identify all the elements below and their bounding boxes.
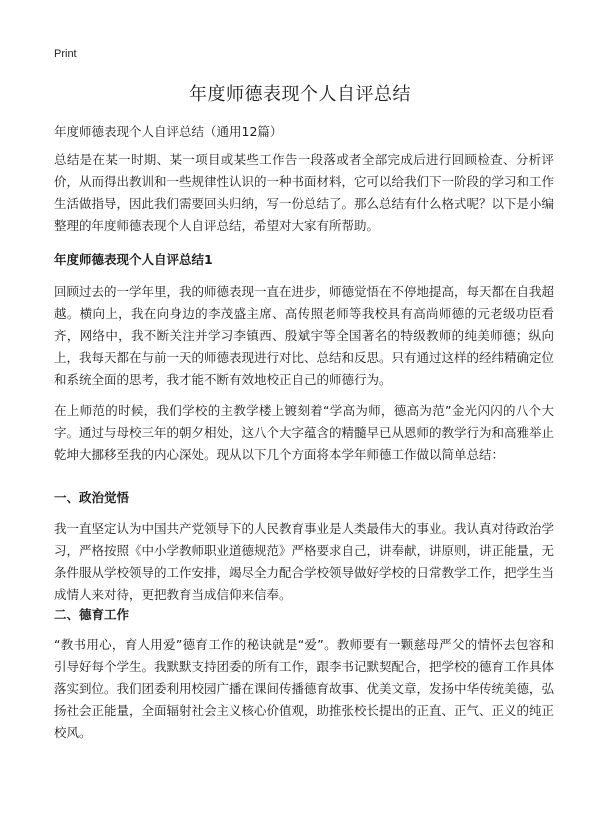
section-heading-1: 年度师德表现个人自评总结1 bbox=[54, 252, 213, 267]
document-subtitle: 年度师德表现个人自评总结（通用12篇） bbox=[54, 124, 283, 139]
page-title: 年度师德表现个人自评总结 bbox=[189, 84, 411, 105]
intro-paragraph: 总结是在某一时期、某一项目或某些工作告一段落或者全部完成后进行回顾检查、分析评价，从而得出教训和一些规律性认识的一种书面材料，它可以给我们下一阶段的学习和工作生活做指导，因此我们需要回头归纳，写一份总结了。那么总结有什么格式呢？以下是小编整理的年度师德表现个人自评总结，希望对大家有所帮助。 bbox=[54, 152, 555, 233]
moral-education-heading: 二、德育工作 bbox=[54, 607, 130, 622]
politics-paragraph: 我一直坚定认为中国共产党领导下的人民教育事业是人类最伟大的事业。我认真对待政治学习，严格按照《中小学教师职业道德规范》严格要求自己，讲奉献，讲原则，讲正能量，无条件服从学校领导的工作安排，竭尽全力配合学校领导做好学校的日常教学工作，把学生当成情人来对待，更把教育当成信仰来信奉。 bbox=[54, 521, 555, 602]
review-paragraph: 回顾过去的一学年里，我的师德表现一直在进步，师德觉悟在不停地提高，每天都在自我超越。横向上，我在向身边的李茂盛主席、高传照老师等我校具有高尚师德的元老级功臣看齐，网络中，我不断关注并学习李镇西、殷斌宇等全国著名的特级教师的纯美师德；纵向上，我每天都在与前一天的师德表现进行对比、总结和反思。只有通过这样的经纬精确定位和系统全面的思考，我才能不断有效地校正自己的师德行为。 bbox=[54, 284, 555, 387]
moral-education-paragraph: “教书用心，育人用爱”德育工作的秘诀就是“爱”。教师要有一颗慈母严父的情怀去包容和引导好每个学生。我默默支持团委的所有工作，跟李书记默契配合，把学校的德育工作具体落实到位。我们团委利用校园广播在课间传播德育故事、优美文章，发扬中华传统美德，弘扬社会正能量，全面辐射社会主义核心价值观，助推张校长提出的正直、正气、正义的纯正校风。 bbox=[54, 637, 555, 740]
building-paragraph: 在上师范的时候，我们学校的主教学楼上镀刻着“学高为师，德高为范”金光闪闪的八个大字。通过与母校三年的朝夕相处，这八个大字蕴含的精髓早已从恩师的教学行为和高雅举止乾坤大挪移至我的内心深处。现从以下几个方面将本学年师德工作做以简单总结： bbox=[54, 403, 555, 462]
politics-heading: 一、政治觉悟 bbox=[54, 490, 130, 505]
print-link[interactable]: Print bbox=[54, 48, 77, 60]
